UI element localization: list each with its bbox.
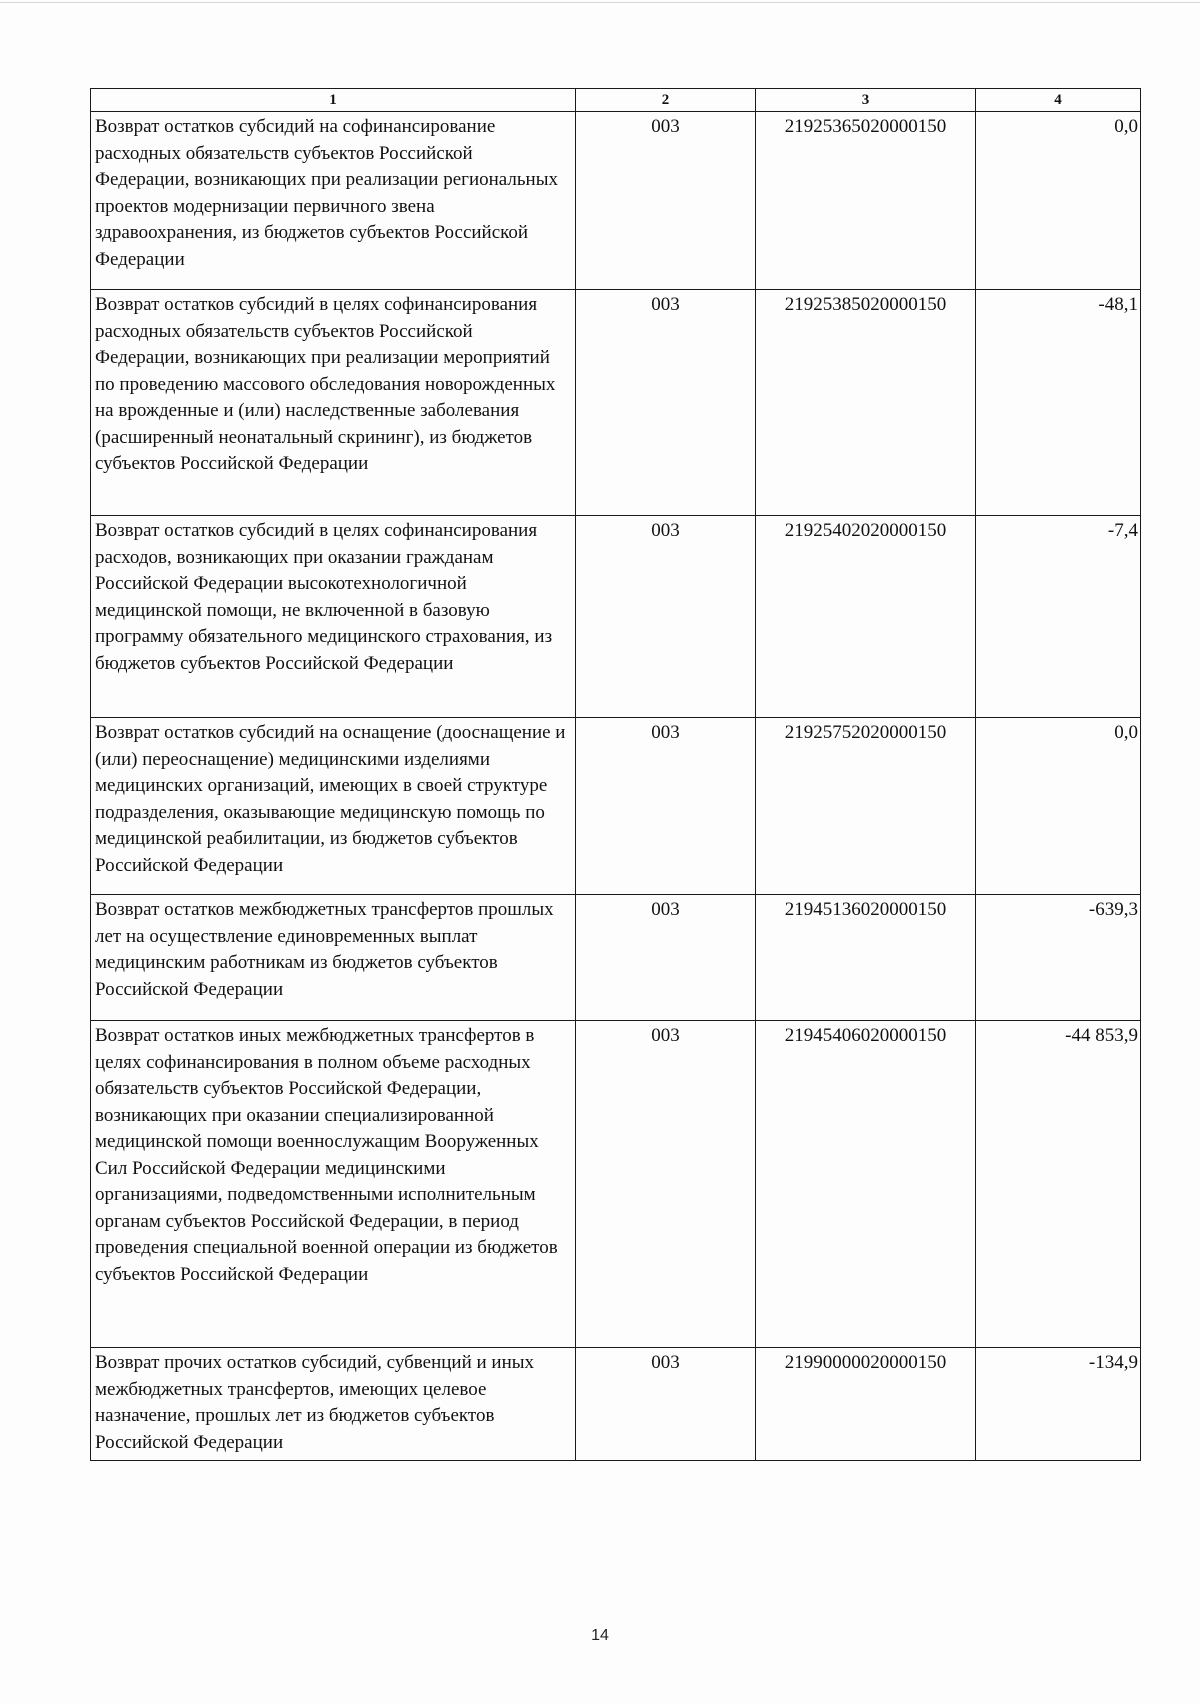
row-amount: 0,0 — [976, 718, 1141, 895]
scan-edge-line — [0, 2, 1200, 3]
row-amount: -134,9 — [976, 1348, 1141, 1461]
column-header-2: 2 — [576, 89, 756, 112]
row-amount: -639,3 — [976, 895, 1141, 1021]
row-admin-code: 003 — [576, 1348, 756, 1461]
table-row — [91, 290, 1141, 516]
table-row — [91, 516, 1141, 718]
table-row — [91, 718, 1141, 895]
row-budget-classification-code: 21945406020000150 — [756, 1021, 976, 1348]
row-budget-classification-code: 21925385020000150 — [756, 290, 976, 516]
row-description: Возврат остатков субсидий на софинансирование расходных обязательств субъектов Российской Федерации, возникающих при реализации региональных проектов модернизации первичного звена здравоохранения, из бюджетов субъектов Российской Федерации — [91, 112, 576, 290]
row-description: Возврат прочих остатков субсидий, субвенций и иных межбюджетных трансфертов, имеющих целевое назначение, прошлых лет из бюджетов субъектов Российской Федерации — [91, 1348, 576, 1461]
row-description: Возврат остатков субсидий в целях софинансирования расходов, возникающих при оказании гражданам Российской Федерации высокотехнологичной медицинской помощи, не включенной в базовую программу обязательного медицинского страхования, из бюджетов субъектов Российской Федерации — [91, 516, 576, 718]
budget-returns-table — [90, 88, 1141, 1461]
row-admin-code: 003 — [576, 516, 756, 718]
row-budget-classification-code: 21925365020000150 — [756, 112, 976, 290]
row-budget-classification-code: 21925402020000150 — [756, 516, 976, 718]
row-amount: -48,1 — [976, 290, 1141, 516]
row-amount: 0,0 — [976, 112, 1141, 290]
row-budget-classification-code: 21945136020000150 — [756, 895, 976, 1021]
table-row — [91, 895, 1141, 1021]
row-admin-code: 003 — [576, 290, 756, 516]
table-header-row — [91, 89, 1141, 112]
row-description: Возврат остатков межбюджетных трансфертов прошлых лет на осуществление единовременных выплат медицинским работникам из бюджетов субъектов Российской Федерации — [91, 895, 576, 1021]
row-admin-code: 003 — [576, 112, 756, 290]
row-admin-code: 003 — [576, 895, 756, 1021]
row-amount: -7,4 — [976, 516, 1141, 718]
row-budget-classification-code: 21990000020000150 — [756, 1348, 976, 1461]
row-amount: -44 853,9 — [976, 1021, 1141, 1348]
page-number: 14 — [591, 1627, 609, 1644]
row-description: Возврат остатков субсидий в целях софинансирования расходных обязательств субъектов Российской Федерации, возникающих при реализации мероприятий по проведению массового обследования новорожденных на врожденные и (или) наследственные заболевания (расширенный неонатальный скрининг), из бюджетов субъектов Российской Федерации — [91, 290, 576, 516]
table-row — [91, 112, 1141, 290]
column-header-1: 1 — [91, 89, 576, 112]
table-row — [91, 1021, 1141, 1348]
row-description: Возврат остатков субсидий на оснащение (дооснащение и (или) переоснащение) медицинскими изделиями медицинских организаций, имеющих в своей структуре подразделения, оказывающие медицинскую помощь по медицинской реабилитации, из бюджетов субъектов Российской Федерации — [91, 718, 576, 895]
row-description: Возврат остатков иных межбюджетных трансфертов в целях софинансирования в полном объеме расходных обязательств субъектов Российской Федерации, возникающих при оказании специализированной медицинской помощи военнослужащим Вооруженных Сил Российской Федерации медицинскими организациями, подведомственными исполнительным органам субъектов Российской Федерации, в период проведения специальной военной операции из бюджетов субъектов Российской Федерации — [91, 1021, 576, 1348]
table-row — [91, 1348, 1141, 1461]
row-admin-code: 003 — [576, 1021, 756, 1348]
row-admin-code: 003 — [576, 718, 756, 895]
row-budget-classification-code: 21925752020000150 — [756, 718, 976, 895]
column-header-4: 4 — [976, 89, 1141, 112]
column-header-3: 3 — [756, 89, 976, 112]
